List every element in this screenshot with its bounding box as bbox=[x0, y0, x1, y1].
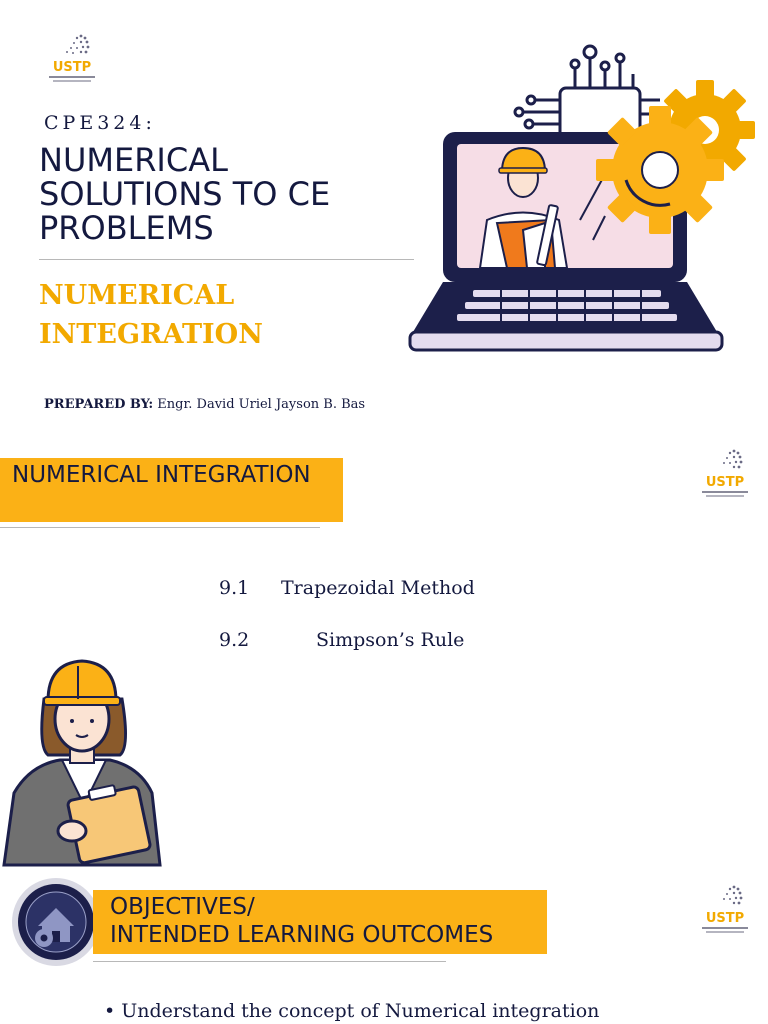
title-divider bbox=[39, 259, 414, 260]
banner-divider bbox=[93, 961, 446, 962]
circuit-chip-icon bbox=[515, 46, 660, 138]
banner-divider bbox=[0, 527, 320, 528]
objective-bullet bbox=[104, 1000, 599, 1022]
laptop-engineer-illustration bbox=[405, 40, 768, 362]
banner-title-line: INTENDED LEARNING OUTCOMES bbox=[110, 922, 494, 948]
logo-divider bbox=[702, 491, 748, 493]
objective-text: Understand the concept of Numerical integration bbox=[121, 1000, 600, 1022]
section-banner-title: NUMERICAL INTEGRATION bbox=[12, 462, 311, 488]
logo-divider bbox=[706, 495, 744, 497]
toc-item-number: 9.1 bbox=[219, 577, 250, 599]
logo-dots-icon bbox=[700, 447, 750, 477]
logo-divider bbox=[706, 931, 744, 933]
banner-title-line: OBJECTIVES/ bbox=[110, 894, 255, 920]
toc-item-label: Trapezoidal Method bbox=[281, 577, 475, 599]
logo-text: USTP bbox=[705, 911, 745, 926]
section-banner-title bbox=[110, 893, 590, 949]
ustp-logo bbox=[700, 883, 750, 935]
course-code: CPE324: bbox=[44, 112, 156, 134]
logo-divider bbox=[53, 80, 91, 82]
bullet-icon: • bbox=[104, 1000, 122, 1022]
logo-divider bbox=[49, 76, 95, 78]
female-engineer-clipboard-illustration bbox=[0, 655, 165, 867]
topic-title: NUMERICAL INTEGRATION bbox=[39, 280, 263, 350]
prepared-by-label: PREPARED BY: bbox=[44, 397, 154, 412]
house-gear-emblem-icon bbox=[10, 876, 102, 968]
logo-dots-icon bbox=[700, 883, 750, 913]
logo-dots-icon bbox=[47, 32, 97, 62]
prepared-by bbox=[44, 397, 365, 412]
logo-divider bbox=[702, 927, 748, 929]
ustp-logo bbox=[700, 447, 750, 499]
toc-item-number: 9.2 bbox=[219, 629, 250, 651]
toc-item-label: Simpson’s Rule bbox=[316, 629, 465, 651]
logo-text: USTP bbox=[52, 60, 92, 75]
course-title: NUMERICAL SOLUTIONS TO CE PROBLEMS bbox=[39, 141, 331, 247]
ustp-logo bbox=[47, 32, 97, 84]
prepared-by-name: Engr. David Uriel Jayson B. Bas bbox=[153, 397, 366, 412]
logo-text: USTP bbox=[705, 475, 745, 490]
